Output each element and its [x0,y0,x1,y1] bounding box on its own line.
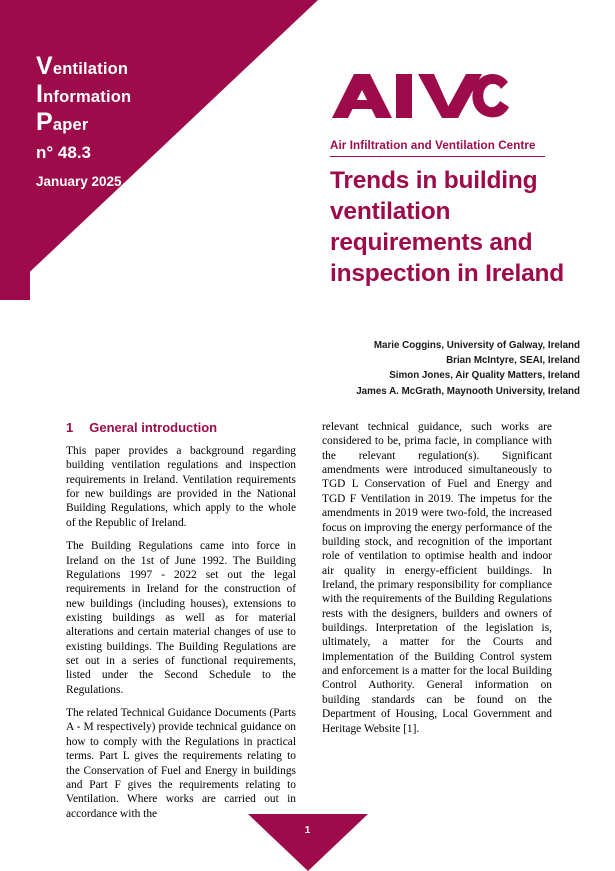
column-left [66,420,296,830]
publisher-role-2: and Management [197,177,276,189]
author-item: Simon Jones, Air Quality Matters, Ireland [389,370,580,382]
masthead-issue-number: n° 48.3 [36,143,91,162]
author-item: James A. McGrath, Maynooth University, Ireland [356,385,580,397]
masthead-rest-paper: aper [52,116,89,134]
publisher-block [96,152,276,229]
programme-block [66,238,276,276]
section-title: General introduction [89,420,218,435]
masthead-cap-p: P [36,108,53,136]
publisher-street: Sint-Pietersnieuwstraat 41, [153,190,276,202]
aivc-subtitle: Air Infiltration and Ventilation Centre [330,139,536,152]
publisher-city: B-9000 Ghent – Belgium [165,203,276,214]
publisher-copyright: © INIVE vzw [220,152,276,163]
section-number: 1 [66,420,74,435]
author-list [300,338,580,399]
paragraph: This paper provides a background regarding building ventilation regulations and inspection requirements in Ireland. Ventilation requirements for new buildings are provided in the National Building Regulations, which apply to the whole of the Republic of Ireland. [66,445,296,529]
paragraph: The Building Regulations came into force in Ireland on the 1st of June 1992. The Building Regulations 1997 - 2022 set out the legal requirements in Ireland for the construction of new buildings (including houses), extensions to existing buildings as well as for material alterations and certain material changes of use to existing buildings. The Building Regulations are set out in a series of functional requirements, listed under the Second Schedule to the Regulations. [66,540,296,696]
author-item: Marie Coggins, University of Galway, Ireland [373,340,580,351]
aivc-divider [330,156,545,157]
footer-triangle-decoration [248,814,368,871]
masthead-rest-ventilation: entilation [52,60,129,78]
masthead-cap-i: I [36,80,44,108]
programme-line-1: International Energy Agency's Energy [103,238,276,249]
column-right [322,420,552,830]
masthead-rest-information: nformation [43,88,132,106]
aivc-header [330,70,580,157]
masthead-cap-v: V [36,52,53,80]
page-number: 1 [304,825,311,836]
paragraph: relevant technical guidance, such works are considered to be, prima facie, in compliance with the relevant regulation(s). Significant amendments were introduced simultaneously to TGD L Conservation of Fuel and Energy and TGD F Ventilation in 2019. The impetus for the amendments in 2019 were two-fold, the increased focus on improving the energy performance of the building stock, and recognition of the important role of ventilation to optimise health and indoor air quality in energy-efficient buildings. In Ireland, the primary responsibility for compliance with the requirements of the Building Regulations rests with the designers, builders and owners of buildings. Interpretation of the legislation is, ultimately, a matter for the Courts and implementation of the Building Control system and enforcement is a matter for the local Building Control Authority. General information on building standards can be found on the Department of Housing, Local Government and Heritage Website [1]. [322,421,552,735]
programme-line-3: Programme [222,263,276,275]
masthead-line-paper [36,108,131,136]
publisher-website[interactable]: www.inive.org [210,215,276,227]
masthead-line-information [36,80,131,108]
programme-line-2: in Buildings and Communities [137,250,276,262]
paragraph: The related Technical Guidance Documents (Parts A - M respectively) provide technical guidance on how to comply with the Regulations in practical terms. Part L gives the requirements relating to the Conservation of Fuel and Energy in buildings and Part F gives the requirements relating to Ventilation. Where works are carried out in accordance with the [66,707,296,820]
publisher-role-1: Operating Agent [201,164,276,176]
author-item: Brian McIntyre, SEAI, Ireland [446,355,580,367]
masthead-date: January 2025 [36,174,122,190]
masthead-line-ventilation [36,52,131,80]
aivc-logo-icon [330,70,510,122]
left-edge-strip-decoration [0,0,30,300]
page-title: Trends in building ventilation requirements and inspection in Ireland [330,167,565,288]
body-columns [66,420,552,830]
section-heading [66,420,296,435]
